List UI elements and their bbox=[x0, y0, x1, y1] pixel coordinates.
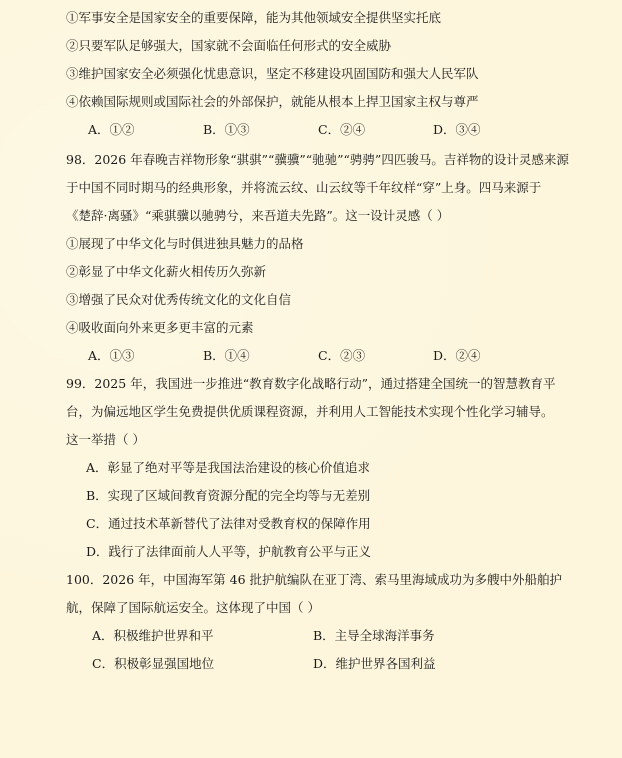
statement-4: ④吸收面向外来更多更丰富的元素 bbox=[66, 320, 254, 335]
option-c[interactable]: C．通过技术革新替代了法律对受教育权的保障作用 bbox=[86, 516, 371, 531]
answer-options-row-2 bbox=[92, 656, 534, 672]
answer-options bbox=[88, 348, 548, 364]
answer-options bbox=[88, 122, 548, 138]
question-stem-line: 于中国不同时期马的经典形象，并将流云纹、山云纹等千年纹样“穿”上身。四马来源于 bbox=[66, 180, 542, 195]
option-c[interactable]: C．②③ bbox=[318, 348, 366, 363]
option-a[interactable]: A．①③ bbox=[88, 348, 135, 363]
question-stem-line: 这一举措（ ） bbox=[66, 432, 145, 447]
question-stem-line: 99．2025 年，我国进一步推进“教育数字化战略行动”，通过搭建全国统一的智慧教育平 bbox=[66, 376, 556, 391]
statement-3: ③维护国家安全必须强化忧患意识，坚定不移建设巩固国防和强大人民军队 bbox=[66, 66, 479, 81]
question-stem-line: 台，为偏远地区学生免费提供优质课程资源，并利用人工智能技术实现个性化学习辅导。 bbox=[66, 404, 554, 419]
option-d[interactable]: D．维护世界各国利益 bbox=[313, 656, 436, 671]
option-d[interactable]: D．践行了法律面前人人平等，护航教育公平与正义 bbox=[86, 544, 372, 559]
question-stem-line: 航，保障了国际航运安全。这体现了中国（ ） bbox=[66, 600, 320, 615]
option-b[interactable]: B．主导全球海洋事务 bbox=[313, 628, 435, 643]
statement-4: ④依赖国际规则或国际社会的外部保护，就能从根本上捍卫国家主权与尊严 bbox=[66, 94, 479, 109]
question-stem-line: 98．2026 年春晚吉祥物形象“骐骐”“骥骥”“驰驰”“骋骋”四匹骏马。吉祥物的设计灵感来源 bbox=[66, 152, 569, 167]
statement-3: ③增强了民众对优秀传统文化的文化自信 bbox=[66, 292, 292, 307]
question-stem-line: 《楚辞·离骚》“乘骐骥以驰骋兮，来吾道夫先路”。这一设计灵感（ ） bbox=[66, 208, 450, 223]
option-b[interactable]: B．①③ bbox=[203, 122, 250, 137]
option-b[interactable]: B．①④ bbox=[203, 348, 250, 363]
option-a[interactable]: A．积极维护世界和平 bbox=[92, 628, 214, 643]
statement-2: ②只要军队足够强大，国家就不会面临任何形式的安全威胁 bbox=[66, 38, 392, 53]
answer-options-row-1 bbox=[92, 628, 534, 644]
statement-1: ①展现了中华文化与时俱进独具魅力的品格 bbox=[66, 236, 304, 251]
option-c[interactable]: C．积极彰显强国地位 bbox=[92, 656, 215, 671]
statement-1: ①军事安全是国家安全的重要保障，能为其他领域安全提供坚实托底 bbox=[66, 10, 442, 25]
option-b[interactable]: B．实现了区域间教育资源分配的完全均等与无差别 bbox=[86, 488, 371, 503]
statement-2: ②彰显了中华文化薪火相传历久弥新 bbox=[66, 264, 267, 279]
option-d[interactable]: D．③④ bbox=[433, 122, 481, 137]
option-a[interactable]: A．①② bbox=[88, 122, 135, 137]
option-c[interactable]: C．②④ bbox=[318, 122, 366, 137]
option-d[interactable]: D．②④ bbox=[433, 348, 481, 363]
option-a[interactable]: A．彰显了绝对平等是我国法治建设的核心价值追求 bbox=[86, 460, 371, 475]
question-stem-line: 100．2026 年，中国海军第 46 批护航编队在亚丁湾、索马里海域成功为多艘中外船舶护 bbox=[66, 572, 562, 587]
